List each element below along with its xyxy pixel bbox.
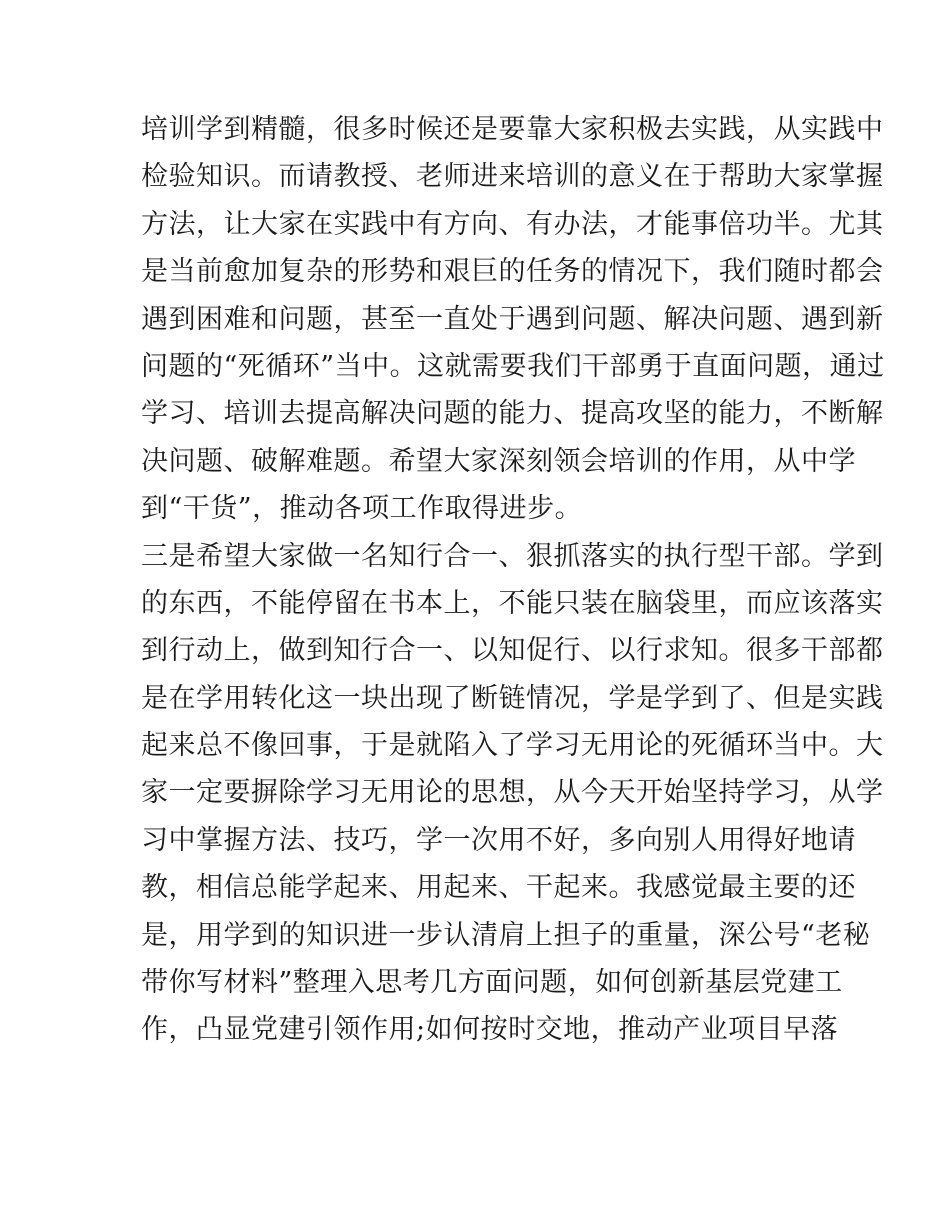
text-line: 是，用学到的知识进一步认清肩上担子的重量，深公号“老秘 xyxy=(141,919,871,951)
body-text xyxy=(141,106,885,1054)
text-line: 起来总不像回事，于是就陷入了学习无用论的死循环当中。大 xyxy=(141,730,884,762)
text-line: 遇到困难和问题，甚至一直处于遇到问题、解决问题、遇到新 xyxy=(141,303,884,335)
text-line: 学习、培训去提高解决问题的能力、提高攻坚的能力，不断解 xyxy=(141,398,884,430)
text-line: 家一定要摒除学习无用论的思想，从今天开始坚持学习，从学 xyxy=(141,777,884,809)
text-line: 是当前愈加复杂的形势和艰巨的任务的情况下，我们随时都会 xyxy=(141,256,884,288)
text-line: 带你写材料”整理入思考几方面问题，如何创新基层党建工 xyxy=(141,967,843,999)
text-line: 检验知识。而请教授、老师进来培训的意义在于帮助大家掌握 xyxy=(141,161,884,193)
text-line: 作，凸显党建引领作用;如何按时交地，推动产业项目早落 xyxy=(141,1014,839,1046)
text-line: 是在学用转化这一块出现了断链情况，学是学到了、但是实践 xyxy=(141,682,884,714)
text-line: 问题的“死循环”当中。这就需要我们干部勇于直面问题，通过 xyxy=(141,350,885,382)
text-line: 到行动上，做到知行合一、以知促行、以行求知。很多干部都 xyxy=(141,635,884,667)
text-line: 习中掌握方法、技巧，学一次用不好，多向别人用得好地请 xyxy=(141,824,856,856)
text-line: 培训学到精髓，很多时候还是要靠大家积极去实践，从实践中 xyxy=(141,114,884,145)
text-line: 到“干货”，推动各项工作取得进步。 xyxy=(141,493,583,525)
text-line: 的东西，不能停留在书本上，不能只装在脑袋里，而应该落实 xyxy=(141,587,884,619)
text-line: 决问题、破解难题。希望大家深刻领会培训的作用，从中学 xyxy=(141,445,856,477)
text-line: 教，相信总能学起来、用起来、干起来。我感觉最主要的还 xyxy=(141,872,856,904)
text-line: 方法，让大家在实践中有方向、有办法，才能事倍功半。尤其 xyxy=(141,208,884,240)
text-line: 三是希望大家做一名知行合一、狠抓落实的执行型干部。学到 xyxy=(141,540,884,572)
